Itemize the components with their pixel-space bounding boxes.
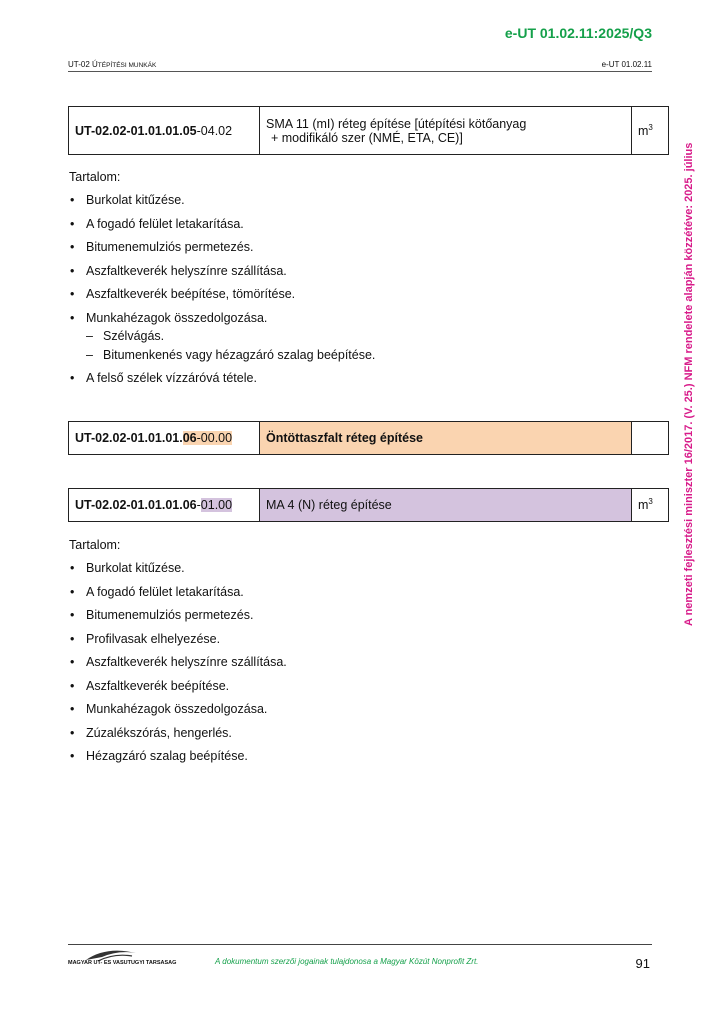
list-item: • A fogadó felület letakarítása. <box>69 217 375 232</box>
header-doc-ref: e-UT 01.02.11 <box>601 60 652 69</box>
list-item: • Burkolat kitűzése. <box>69 561 287 576</box>
page-number: 91 <box>635 956 650 971</box>
content-list <box>69 561 287 773</box>
item-description: MA 4 (N) réteg építése <box>260 489 632 522</box>
sub-list-item: – Bitumenkenés vagy hézagzáró szalag beépítése. <box>86 348 375 363</box>
item-table-sma11 <box>68 106 669 155</box>
list-item: • Bitumenemulziós permetezés. <box>69 608 287 623</box>
item-unit: $m^3$ <box>632 489 669 522</box>
list-item: • Aszfaltkeverék helyszínre szállítása. <box>69 264 375 279</box>
content-heading: Tartalom: <box>69 538 121 552</box>
publisher-logo: MAGYAR UT- ES VASUTUGYI TARSASAG <box>68 948 168 972</box>
sub-list <box>86 329 375 363</box>
list-item: • Hézagzáró szalag beépítése. <box>69 749 287 764</box>
list-item: • Aszfaltkeverék helyszínre szállítása. <box>69 655 287 670</box>
list-item: • Profilvasak elhelyezése. <box>69 632 287 647</box>
item-code: UT-02.02-01.01.01.05-04.02 <box>69 107 260 155</box>
running-header <box>68 60 652 72</box>
list-item: • Bitumenemulziós permetezés. <box>69 240 375 255</box>
item-unit <box>632 422 669 455</box>
list-item: • A fogadó felület letakarítása. <box>69 585 287 600</box>
item-code: UT-02.02-01.01.01.06-01.00 <box>69 489 260 522</box>
sub-list-item: – Szélvágás. <box>86 329 375 344</box>
list-item: • A felső szélek vízzáróvá tétele. <box>69 371 375 386</box>
copyright-notice: A dokumentum szerzői jogainak tulajdonosa a Magyar Közút Nonprofit Zrt. <box>215 957 479 966</box>
list-item: • Aszfaltkeverék beépítése. <box>69 679 287 694</box>
item-description: SMA 11 (mI) réteg építése [útépítési kötőanyag + modifikáló szer (NMÉ, ETA, CE)] <box>260 107 632 155</box>
header-section-title: UT-02 ÚTÉPÍTÉSI MUNKÁK <box>68 60 157 69</box>
list-item: • Munkahézagok összedolgozása. <box>69 702 287 717</box>
item-code: UT-02.02-01.01.01.06-00.00 <box>69 422 260 455</box>
list-item: • Munkahézagok összedolgozása. – Szélvágás. – Bitumenkenés vagy hézagzáró szalag beépítése. <box>69 311 375 363</box>
content-list <box>69 193 375 395</box>
item-unit: $m^3$ <box>632 107 669 155</box>
footer-rule <box>68 944 652 945</box>
list-item: • Zúzalékszórás, hengerlés. <box>69 726 287 741</box>
list-item: • Aszfaltkeverék beépítése, tömörítése. <box>69 287 375 302</box>
item-table-ma4 <box>68 488 669 522</box>
item-table-ontottaszfalt <box>68 421 669 455</box>
item-description: Öntöttaszfalt réteg építése <box>260 422 632 455</box>
content-heading: Tartalom: <box>69 170 121 184</box>
document-id: e-UT 01.02.11:2025/Q3 <box>504 25 652 41</box>
list-item: • Burkolat kitűzése. <box>69 193 375 208</box>
side-publication-note: A nemzeti fejlesztési miniszter 16/2017. (V. 25.) NFM rendelete alapján közzétéve: 2025. július <box>683 142 695 626</box>
